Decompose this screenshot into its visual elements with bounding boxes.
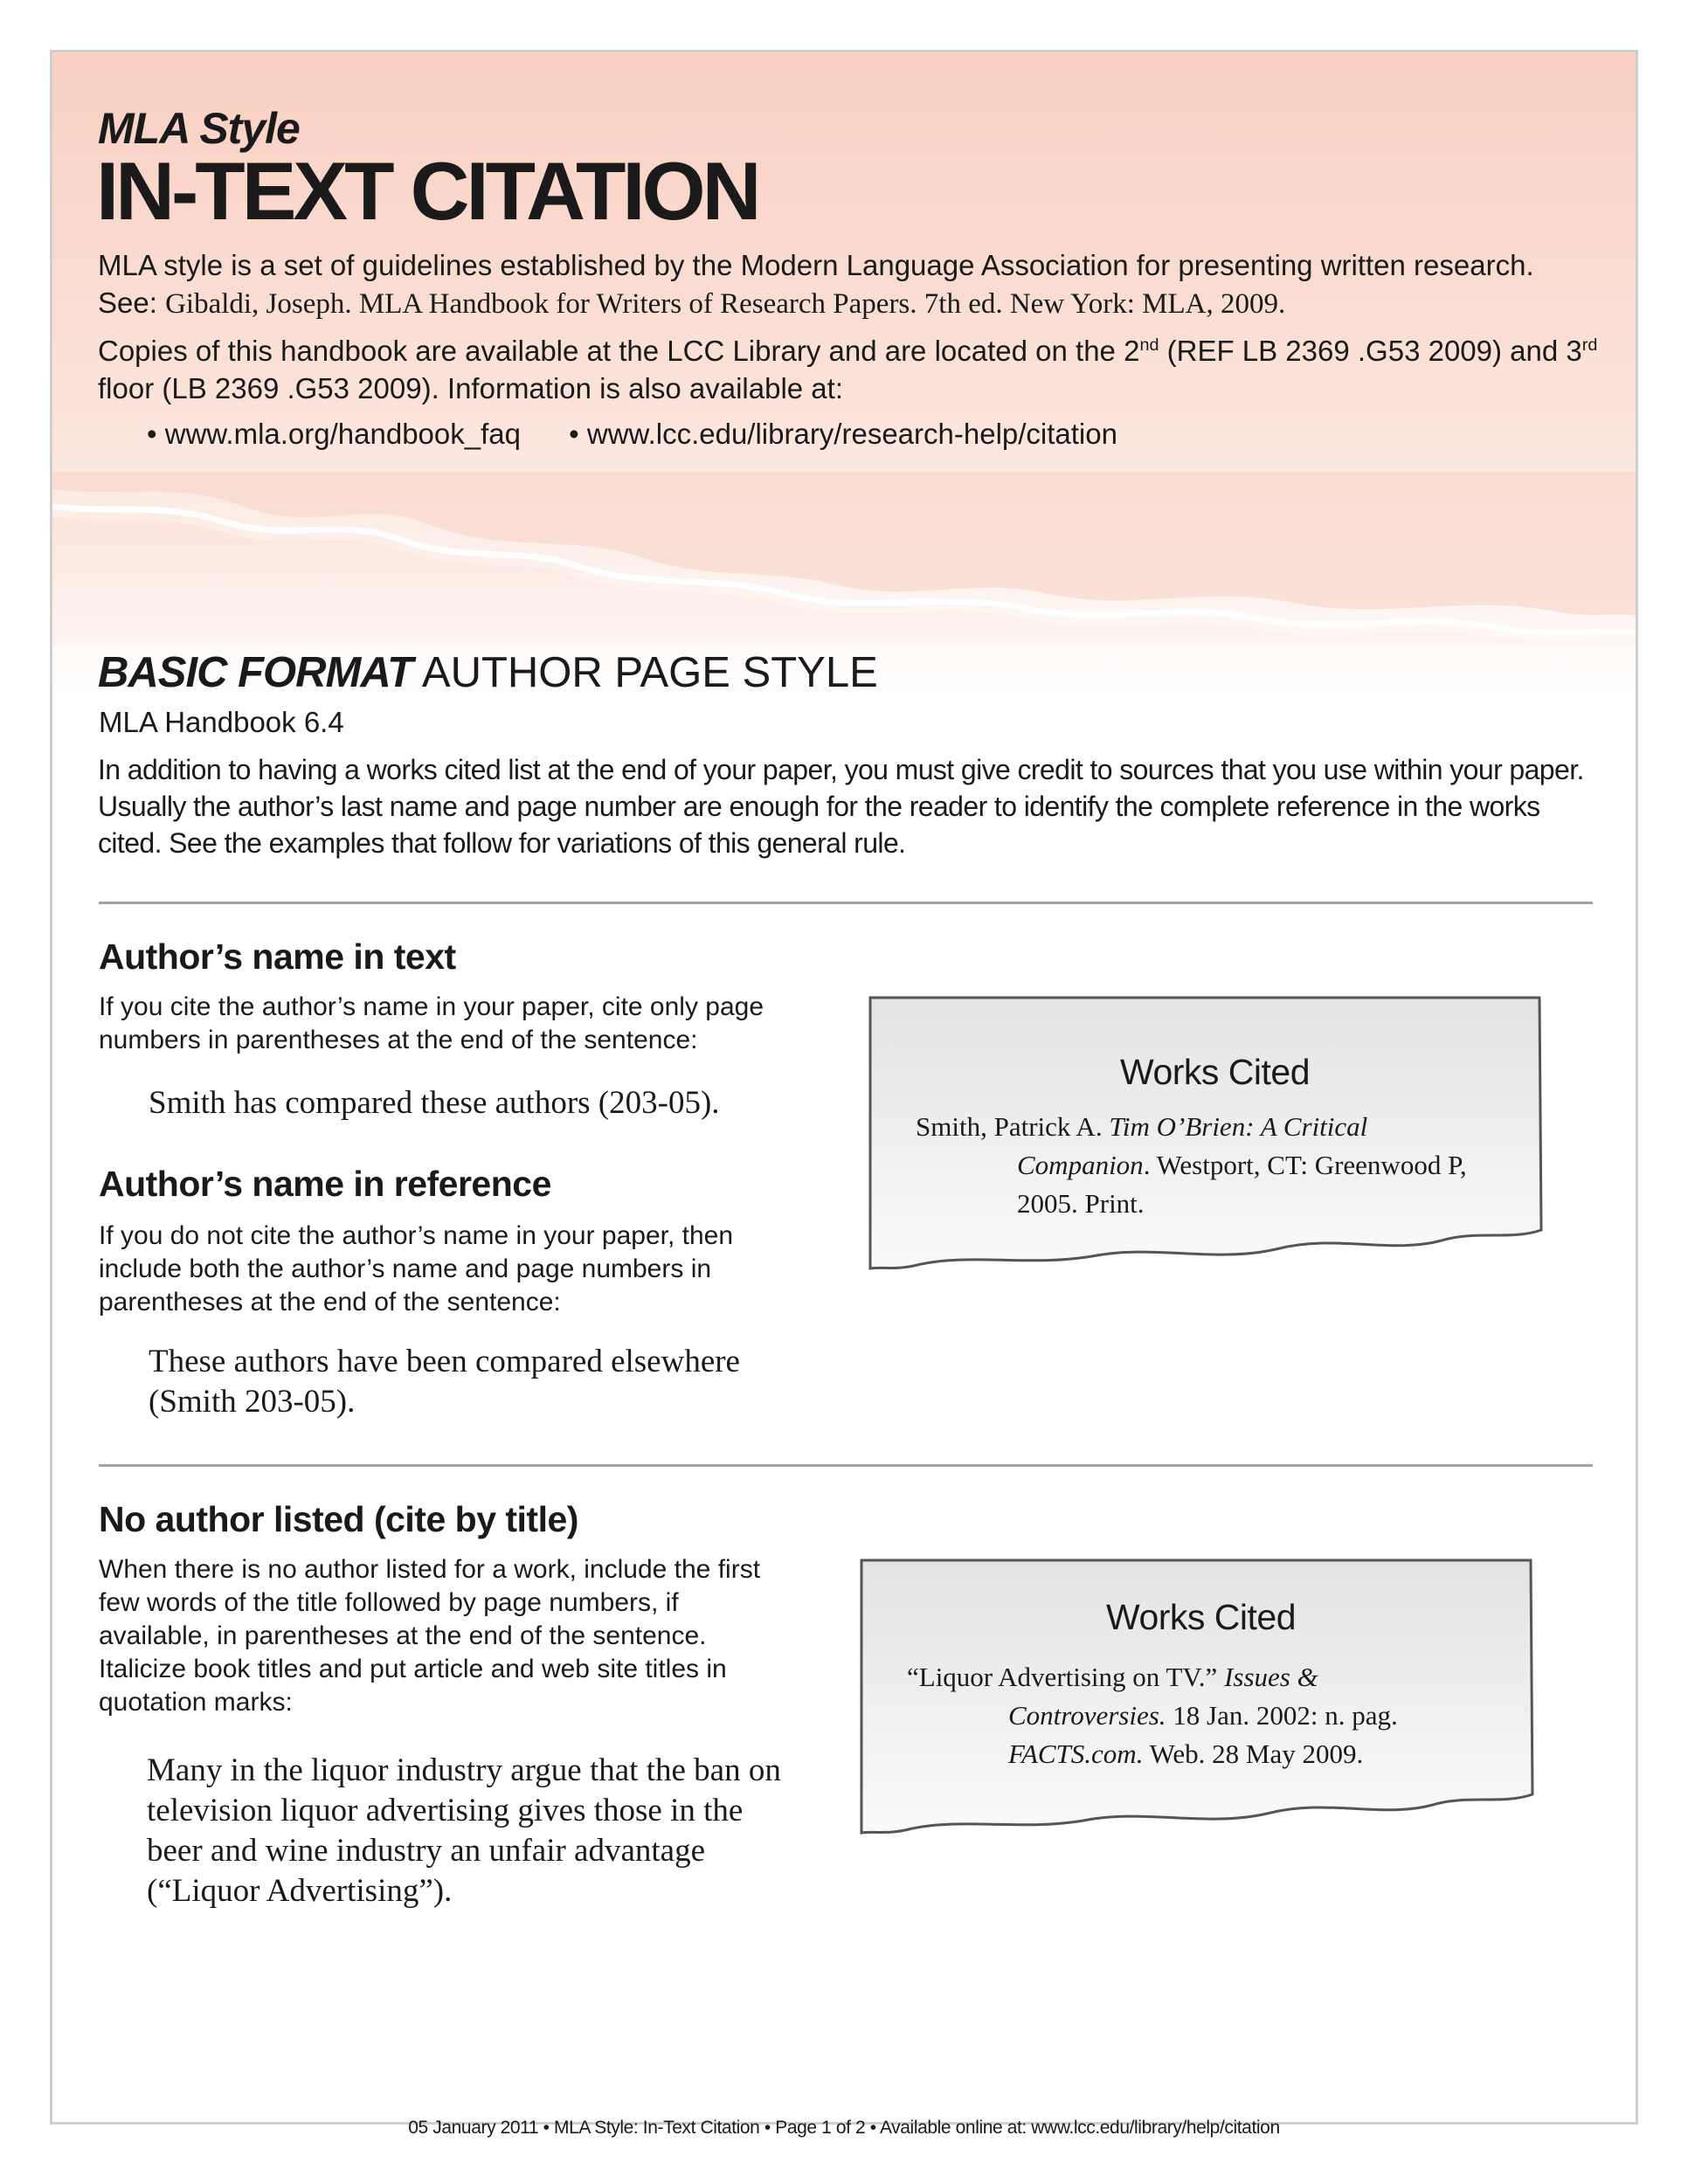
- no-author-example: Many in the liquor industry argue that the ban on television liquor advertising gives those in the beer and wine industry an unfair advantage (“Liquor Advertising”).: [147, 1752, 781, 1909]
- kicker-mla-style: MLA Style: [98, 104, 300, 153]
- entry-author: Smith, Patrick A.: [916, 1111, 1110, 1142]
- basic-format-description: In addition to having a works cited list at the end of your paper, you must give credit to sources that you use within your paper. Usually the author’s last name and page number are enough for the reader to identify the complete reference in the works cited. See the examples that follow for variations of this general rule.: [98, 754, 1584, 859]
- copies-text-3: floor (LB 2369 .G53 2009). Information is also available at:: [98, 372, 843, 404]
- entry-article-title: “Liquor Advertising on TV.”: [907, 1662, 1225, 1692]
- copies-paragraph: [98, 332, 1609, 407]
- heading-author-in-reference: Author’s name in reference: [99, 1164, 551, 1204]
- page-footer: 05 January 2011 • MLA Style: In-Text Citation • Page 1 of 2 • Available online at: www.lcc.edu/library/help/citation: [408, 2118, 1280, 2138]
- author-in-reference-body: If you do not cite the author’s name in your paper, then include both the author’s name and page numbers in parentheses at the end of the sentence:: [99, 1221, 734, 1317]
- basic-format-rest: AUTHOR PAGE STYLE: [412, 649, 878, 696]
- entry-line-3: [907, 1735, 1527, 1773]
- entry-date: 18 Jan. 2002: n. pag.: [1166, 1700, 1398, 1731]
- copies-text-1: Copies of this handbook are available at the LCC Library and are located on the 2: [98, 335, 1140, 367]
- entry-source-part-1: Issues &: [1224, 1662, 1318, 1692]
- heading-author-in-text: Author’s name in text: [99, 936, 456, 977]
- author-in-text-example: Smith has compared these authors (203-05).: [149, 1085, 720, 1121]
- entry-title-part-1: Tim O’Brien: A Critical: [1109, 1111, 1368, 1142]
- bullet-icon: •: [147, 418, 157, 450]
- entry-access: Web. 28 May 2009.: [1143, 1738, 1364, 1769]
- entry-line-2: [907, 1697, 1527, 1735]
- entry-publisher: . Westport, CT: Greenwood P,: [1143, 1150, 1467, 1180]
- entry-line-2: [916, 1146, 1527, 1185]
- intro-reference: Gibaldi, Joseph. MLA Handbook for Writers of Research Papers. 7th ed. New York: MLA, 2009.: [165, 288, 1286, 320]
- handbook-subtitle: MLA Handbook 6.4: [99, 706, 344, 738]
- divider: [99, 1464, 1593, 1467]
- works-cited-entry: [916, 1108, 1527, 1223]
- torn-paper-edge: [52, 472, 1636, 646]
- divider: [99, 902, 1593, 904]
- copies-sup-2: rd: [1581, 335, 1598, 355]
- entry-source-part-2: Controversies.: [1008, 1700, 1166, 1731]
- basic-format-bold: BASIC FORMAT: [98, 649, 412, 696]
- works-cited-title: Works Cited: [1120, 1052, 1311, 1092]
- intro-text: MLA style is a set of guidelines established by the Modern Language Association for presenting written research. See:: [98, 249, 1534, 319]
- heading-no-author: No author listed (cite by title): [99, 1499, 578, 1539]
- resource-links: [147, 418, 1158, 451]
- no-author-body: When there is no author listed for a work, include the first few words of the title followed by page numbers, if available, in parentheses at the end of the sentence. Italicize book titles and put article and web site titles in quotation marks:: [99, 1555, 761, 1717]
- intro-paragraph: [98, 246, 1601, 323]
- copies-text-2: (REF LB 2369 .G53 2009) and 3: [1159, 335, 1582, 367]
- works-cited-title: Works Cited: [1106, 1597, 1297, 1637]
- link-item[interactable]: [569, 418, 1117, 450]
- copies-sup-1: nd: [1139, 335, 1159, 355]
- works-cited-card-2: [856, 1557, 1538, 1845]
- bullet-icon: •: [569, 418, 579, 450]
- section-title-basic-format: [98, 648, 878, 697]
- entry-title-part-2: Companion: [1017, 1150, 1144, 1180]
- entry-database: FACTS.com.: [1008, 1738, 1144, 1769]
- works-cited-entry: [907, 1658, 1527, 1773]
- entry-line-3: 2005. Print.: [1017, 1188, 1145, 1219]
- author-in-text-body: If you cite the author’s name in your paper, cite only page numbers in parentheses at the end of the sentence:: [99, 992, 764, 1054]
- page-title: IN-TEXT CITATION: [96, 145, 758, 237]
- works-cited-card-1: [865, 994, 1546, 1291]
- link-lcc-citation[interactable]: www.lcc.edu/library/research-help/citation: [586, 418, 1117, 450]
- author-in-reference-example: These authors have been compared elsewhere (Smith 203-05).: [149, 1344, 740, 1420]
- link-mla-faq[interactable]: www.mla.org/handbook_faq: [164, 418, 521, 450]
- link-item[interactable]: [147, 418, 521, 450]
